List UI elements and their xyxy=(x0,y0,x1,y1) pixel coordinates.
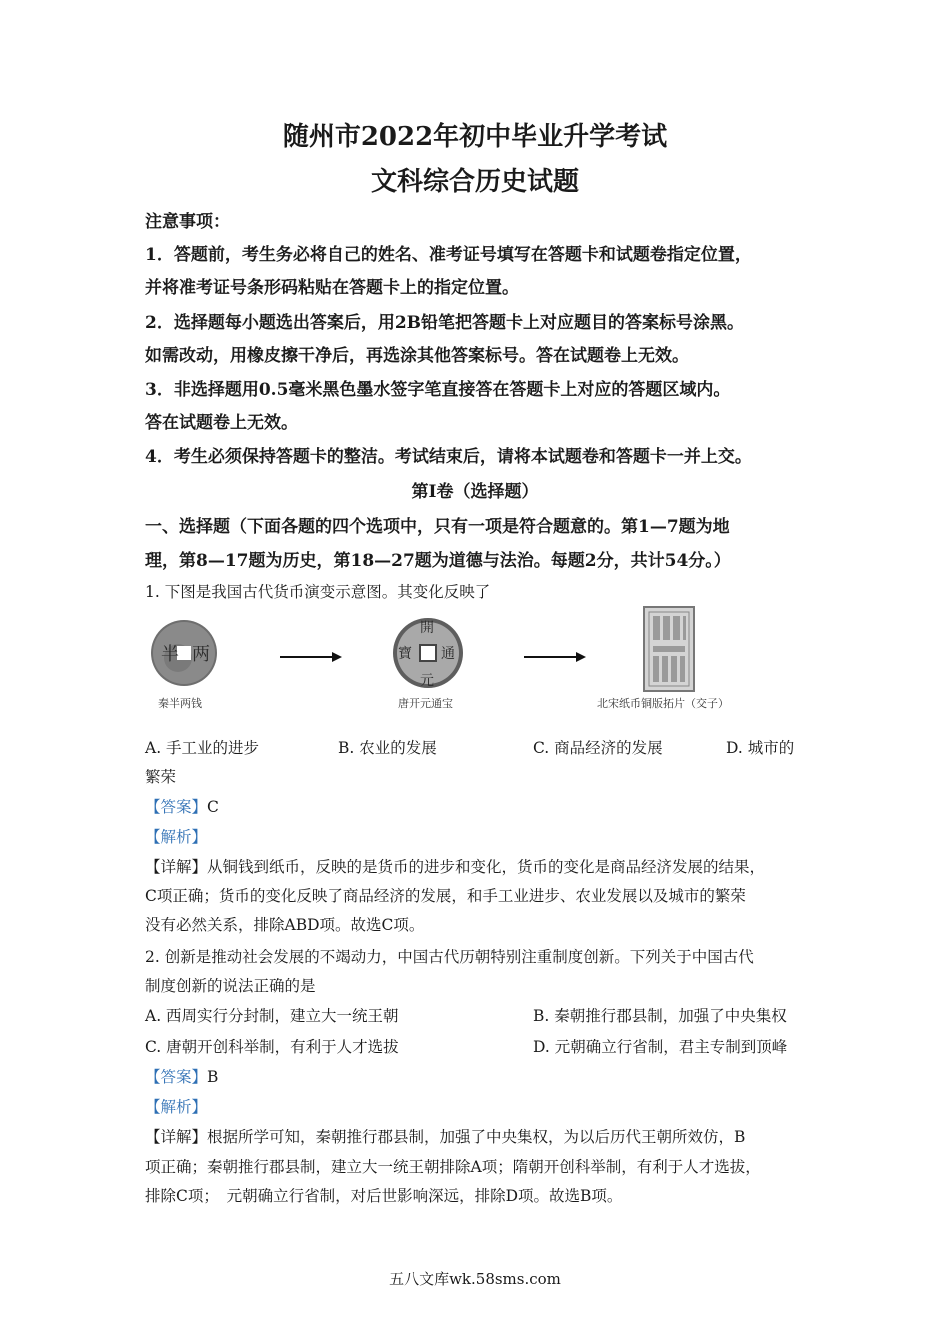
q2-option-d: D. 元朝确立行省制，君主专制到顶峰 xyxy=(533,1038,788,1056)
detail-tag: 【详解】 xyxy=(145,1128,208,1146)
coin2-char-tong: 通 xyxy=(441,646,455,662)
notes-heading: 注意事项： xyxy=(145,212,230,232)
q2-detail: 排除C项； 元朝确立行省制，对后世影响深远，排除D项。故选B项。 xyxy=(145,1187,623,1205)
answer-tag: 【答案】 xyxy=(145,1068,208,1086)
q2-detail: 项正确；秦朝推行郡县制，建立大一统王朝排除A项；隋朝开创科举制，有利于人才选拔， xyxy=(145,1158,761,1176)
notes-line: 3．非选择题用0.5毫米黑色墨水签字笔直接答在答题卡上对应的答题区域内。 xyxy=(145,380,731,400)
q2-stem: 2. 创新是推动社会发展的不竭动力，中国古代历朝特别注重制度创新。下列关于中国古代 xyxy=(145,948,754,966)
notes-line: 4．考生必须保持答题卡的整洁。考试结束后，请将本试题卷和答题卡一并上交。 xyxy=(145,447,752,467)
section-heading: 一、选择题（下面各题的四个选项中，只有一项是符合题意的。第1—7题为地 xyxy=(145,517,730,537)
analysis-tag: 【解析】 xyxy=(145,1098,208,1116)
coin1-caption: 秦半两钱 xyxy=(158,697,202,710)
coin1-char-ban: 半 xyxy=(161,644,179,665)
q1-option-d: D. 城市的 xyxy=(726,739,795,757)
q1-answer: C xyxy=(207,798,219,816)
coin2-char-yuan: 元 xyxy=(420,673,434,689)
notes-line: 答在试题卷上无效。 xyxy=(145,413,298,433)
q1-option-d-continued: 繁荣 xyxy=(145,768,177,786)
notes-line: 1．答题前，考生务必将自己的姓名、准考证号填写在答题卡和试题卷指定位置， xyxy=(145,245,752,265)
q1-option-a: A. 手工业的进步 xyxy=(145,739,260,757)
detail-tag: 【详解】 xyxy=(145,858,208,876)
coin1-char-liang: 两 xyxy=(192,644,210,665)
q2-option-b: B. 秦朝推行郡县制，加强了中央集权 xyxy=(533,1007,787,1025)
q1-detail: 从铜钱到纸币，反映的是货币的进步和变化，货币的变化是商品经济发展的结果， xyxy=(207,858,766,876)
q2-detail: 根据所学可知，秦朝推行郡县制，加强了中央集权，为以后历代王朝所效仿，B xyxy=(207,1128,746,1146)
answer-tag: 【答案】 xyxy=(145,798,208,816)
exam-subtitle: 文科综合历史试题 xyxy=(370,167,579,197)
song-jiaozi-note-image xyxy=(643,606,695,692)
q2-stem: 制度创新的说法正确的是 xyxy=(145,977,316,995)
q1-stem: 1. 下图是我国古代货币演变示意图。其变化反映了 xyxy=(145,583,491,601)
q2-option-a: A. 西周实行分封制，建立大一统王朝 xyxy=(145,1007,399,1025)
volume-title: 第I卷（选择题） xyxy=(411,482,539,502)
q2-option-c: C. 唐朝开创科举制，有利于人才选拔 xyxy=(145,1038,399,1056)
exam-title: 随州市2022年初中毕业升学考试 xyxy=(282,122,668,152)
notes-line: 如需改动，用橡皮擦干净后，再选涂其他答案标号。答在试题卷上无效。 xyxy=(145,346,689,366)
analysis-tag: 【解析】 xyxy=(145,828,208,846)
q1-detail: 没有必然关系，排除ABD项。故选C项。 xyxy=(145,916,425,934)
notes-line: 并将准考证号条形码粘贴在答题卡上的指定位置。 xyxy=(145,278,519,298)
page-footer: 五八文库wk.58sms.com xyxy=(389,1270,561,1288)
coin2-char-bao: 寶 xyxy=(398,646,412,662)
coin2-char-kai: 開 xyxy=(420,620,434,636)
note-caption: 北宋纸币铜版拓片（交子） xyxy=(597,697,729,710)
arrow-right-icon xyxy=(280,650,342,664)
coin2-caption: 唐开元通宝 xyxy=(398,697,453,710)
q2-answer: B xyxy=(207,1068,219,1086)
arrow-right-icon xyxy=(524,650,586,664)
q1-option-b: B. 农业的发展 xyxy=(338,739,437,757)
q1-detail: C项正确；货币的变化反映了商品经济的发展，和手工业进步、农业发展以及城市的繁荣 xyxy=(145,887,746,905)
section-heading: 理，第8—17题为历史，第18—27题为道德与法治。每题2分，共计54分。） xyxy=(145,551,731,571)
q1-option-c: C. 商品经济的发展 xyxy=(533,739,663,757)
notes-line: 2．选择题每小题选出答案后，用2B铅笔把答题卡上对应题目的答案标号涂黑。 xyxy=(145,313,745,333)
